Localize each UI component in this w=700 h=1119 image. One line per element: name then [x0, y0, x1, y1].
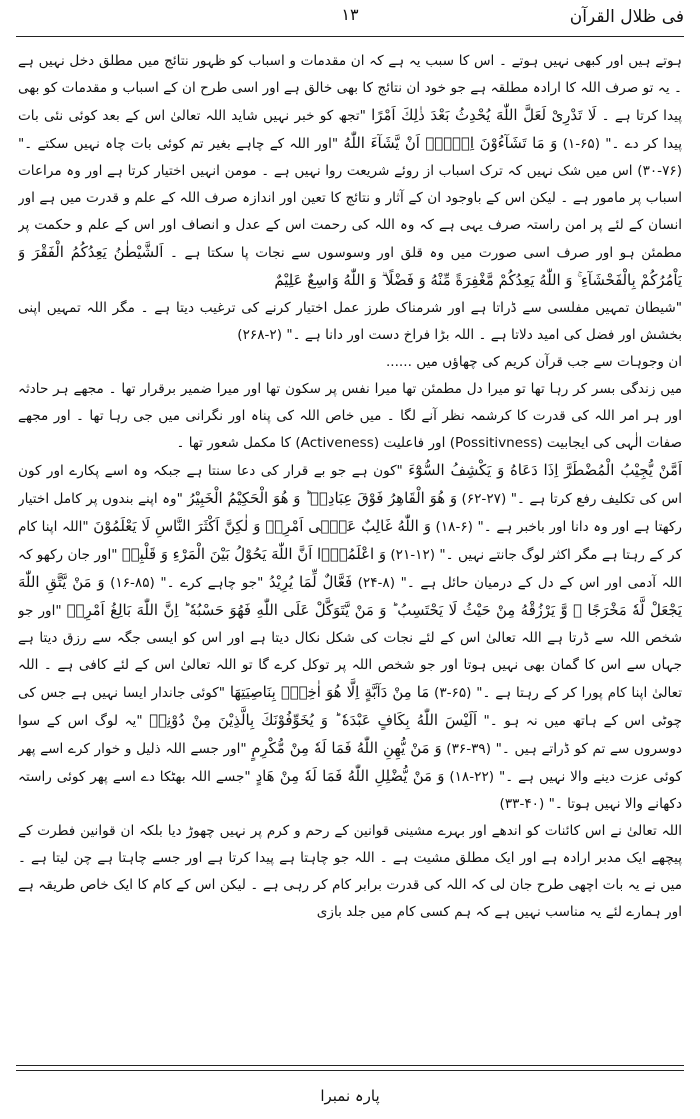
- page-header: [16, 4, 684, 34]
- quran-verse: وَ هُوَ الْقَاهِرُ فَوْقَ عِبَادِهٖ ؕ وَ هُوَ الْحَكِیْمُ الْخَبِیْرُ: [187, 490, 458, 507]
- quran-verse: لَا تَدْرِیْ لَعَلَّ اللّٰهَ یُحْدِثُ بَعْدَ ذٰلِكَ اَمْرًا: [371, 107, 597, 124]
- paragraph: [18, 48, 682, 295]
- text-run: "جو چاہے کرے ۔" (۸۵-۱۶): [110, 575, 264, 591]
- footer-rule: [16, 1065, 684, 1066]
- quran-verse: وَ اعْلَمُوْۤا اَنَّ اللّٰهَ یَحُوْلُ بَیْنَ الْمَرْءِ وَ قَلْبِهٖ: [121, 546, 386, 563]
- paragraph: [18, 349, 682, 376]
- text-run: "شیطان تمہیں مفلسی سے ڈراتا ہے اور شرمناک طرز عمل اختیار کرنے کی ترغیب دیتا ہے ۔ مگر اللہ تمہیں اپنی بخشش اور فضل کی امید دلاتا ہے ۔ اللہ بڑا فراخ دست اور دانا ہے ۔" (۲-۲۶۸): [18, 300, 682, 343]
- text-run: اللہ تعالیٰ نے اس کائنات کو اندھے اور بہرے مشینی قوانین کے رحم و کرم پر نہیں چھوڑ دیا بلکہ ان قوانین فطرت کے پیچھے ایک مدبر ارادہ ہے اور ایک مطلق مشیت ہے ۔ اللہ جو چاہتا ہے پیدا کرتا ہے اور جسے چاہتا ہے چن لیتا ہے ۔ میں نے یہ بات اچھی طرح جان لی کہ اللہ کی قدرت برابر کام کر رہی ہے ۔ لیکن اس کے کام کا ایک خاص طریقہ ہے اور ہمارے لئے یہ مناسب نہیں ہے کہ ہم کسی کام میں جلد بازی: [18, 823, 682, 920]
- para-label: پارہ نمبرا: [320, 1087, 380, 1105]
- quran-verse: وَ مَا تَشَآءُوْنَ اِلَّاۤ اَنْ یَّشَآءَ اللّٰهُ: [343, 135, 558, 152]
- text-run: ان وجوہات سے جب قرآن کریم کی چھاؤں میں ......: [385, 354, 682, 370]
- header-rule: [16, 36, 684, 37]
- text-run: ہوتے ہیں اور کبھی نہیں ہوتے ۔ اس کا سبب یہ ہے کہ ان مقدمات و اسباب کو ظہور نتائج میں مطلق دخل نہیں ہے ۔ یہ تو صرف اللہ کا ارادہ مطلقہ ہے جو خود ان نتائج کا بھی خالق ہے اور اسی طرح ان کے اسباب و مقدمات کو بھی پیدا کرتا ہے ۔: [18, 53, 682, 124]
- quran-verse: وَ مَنْ یَّتَّقِ اللّٰهَ یَجْعَلْ لَّهٗ مَخْرَجًا ۙ وَّ یَرْزُقْهُ مِنْ حَیْثُ لَا یَحْتَسِبُ ؕ وَ مَنْ یَّتَوَكَّلْ عَلَى اللّٰهِ فَهُوَ حَسْبُهٗ ؕ اِنَّ اللّٰهَ بَالِغُ اَمْرِهٖ: [18, 574, 682, 619]
- text-run: "کون ہے جو بے قرار کی دعا سنتا ہے جبکہ وہ اسے پکارے اور کون اس کی تکلیف رفع کرتا ہے ۔" (۲۷-۶۲): [18, 463, 682, 507]
- page-footer: [0, 1085, 700, 1107]
- quran-verse: اَمَّنْ یُّجِیْبُ الْمُضْطَرَّ اِذَا دَعَاهُ وَ یَكْشِفُ السُّوْٓءَ: [408, 462, 682, 479]
- footer-rule: [16, 1070, 684, 1071]
- quran-verse: وَ اللّٰهُ غَالِبٌ عَلٰۤى اَمْرِهٖ وَ لٰكِنَّ اَكْثَرَ النَّاسِ لَا یَعْلَمُوْنَ: [93, 518, 431, 535]
- text-run: "کوئی جاندار ایسا نہیں ہے جس کی چوٹی اس کے ہاتھ میں نہ ہو ۔": [18, 685, 682, 729]
- body-text: [18, 48, 682, 1058]
- paragraph: [18, 818, 682, 926]
- text-run: "وہ اپنے بندوں پر کامل اختیار رکھتا ہے اور وہ دانا اور باخبر ہے ۔" (۶-۱۸): [18, 491, 682, 535]
- page-number: ۱۳: [341, 5, 359, 24]
- quran-verse: وَ مَنْ یُّضْلِلِ اللّٰهُ فَمَا لَهٗ مِنْ هَادٍ: [255, 768, 445, 785]
- quran-verse: فَعَّالٌ لِّمَا یُرِیْدُ: [268, 574, 353, 591]
- text-run: "اور اللہ کے چاہے بغیر تم کوئی بات چاہ نہیں سکتے ۔" (۷۶-۳۰) اس میں شک نہیں کہ ترک اسباب از روئے شریعت روا نہیں ہے ۔ مومن انہیں اختیار کرتا ہے اور وہ مراعات اسباب پر مامور ہے ۔ لیکن اس کے باوجود ان کے آثار و نتائج کا تعین اور اندازہ صرف اللہ کے علم و قدرت میں ہے اور انسان کے لئے پر امن راستہ صرف یہی ہے کہ وہ اللہ کی رحمت اس کے عدل و انصاف اور اس کے علم و حکمت پر مطمئن ہو اور صرف اسی صورت میں وہ قلق اور وسوسوں سے نجات پا سکتا ہے ۔: [18, 136, 682, 261]
- quran-verse: اَلشَّیْطٰنُ یَعِدُكُمُ الْفَقْرَ وَ یَاْمُرُكُمْ بِالْفَحْشَآءِ ۚ وَ اللّٰهُ یَعِدُكُمْ مَّغْفِرَةً مِّنْهُ وَ فَضْلًا ۗ وَ اللّٰهُ وَاسِعٌ عَلِیْمٌ: [18, 244, 682, 289]
- text-run: "اور جو شخص اللہ سے ڈرتا ہے اللہ تعالیٰ اس کے لئے نجات کی شکل نکال دیتا ہے اور اس کو ایسی جگہ سے رزق دیتا ہے جہاں سے اس کا گمان بھی نہیں ہوتا اور جو شخص اللہ پر توکل کرے گا تو اللہ تعالیٰ اس کے لئے کافی ہے ۔ اللہ تعالیٰ اپنا کام پورا کر کے رہتا ہے ۔" (۶۵-۳): [18, 603, 682, 701]
- running-title: فی ظلال القرآن: [569, 7, 684, 27]
- text-run: میں زندگی بسر کر رہا تھا تو میرا دل مطمئن تھا میرا نفس پر سکون تھا اور میرا ضمیر برقرار تھا ۔ مجھے ہر حادثہ اور ہر امر اللہ کی قدرت کا کرشمہ نظر آنے لگا ۔ میں خاص اللہ کی پناہ اور نگرانی میں جی رہا تھا ۔ اور مجھے صفات الٰہی کی ایجابیت (Possitivness) اور فاعلیت (Activeness) کا مکمل شعور تھا ۔: [18, 381, 682, 451]
- text-run: "اور جسے اللہ ذلیل و خوار کرے اسے پھر کوئی عزت دینے والا نہیں ہے ۔" (۲۲-۱۸): [18, 741, 682, 785]
- text-run: "تجھ کو خبر نہیں شاید اللہ تعالیٰ اس کے بعد کوئی نئی بات پیدا کر دے ۔" (۶۵-۱): [18, 108, 682, 152]
- text-run: "اور جان رکھو کہ اللہ آدمی اور اس کے دل کے درمیان حائل ہے ۔" (۸-۲۴): [18, 547, 682, 591]
- text-run: "یہ لوگ اس کے سوا دوسروں سے تم کو ڈراتے ہیں ۔" (۳۹-۳۶): [18, 713, 682, 757]
- quran-verse: اَلَیْسَ اللّٰهُ بِكَافٍ عَبْدَهٗ ؕ وَ یُخَوِّفُوْنَكَ بِالَّذِیْنَ مِنْ دُوْنِهٖ: [149, 712, 477, 729]
- text-run: "جسے اللہ بھٹکا دے اسے پھر کوئی راستہ دکھانے والا نہیں ہوتا ۔" (۴۰-۳۳): [18, 769, 682, 812]
- quran-verse: وَ مَنْ یُّهِنِ اللّٰهُ فَمَا لَهٗ مِنْ مُّكْرِمٍ: [251, 740, 442, 757]
- quran-verse: مَا مِنْ دَآبَّةٍ اِلَّا هُوَ اٰخِذٌۢ بِنَاصِیَتِهَا: [229, 684, 430, 701]
- paragraph: [18, 376, 682, 457]
- text-run: "اللہ اپنا کام کر کے رہتا ہے مگر اکثر لوگ جانتے نہیں ۔" (۱۲-۲۱): [18, 519, 682, 563]
- paragraph: [18, 457, 682, 818]
- paragraph: [18, 295, 682, 349]
